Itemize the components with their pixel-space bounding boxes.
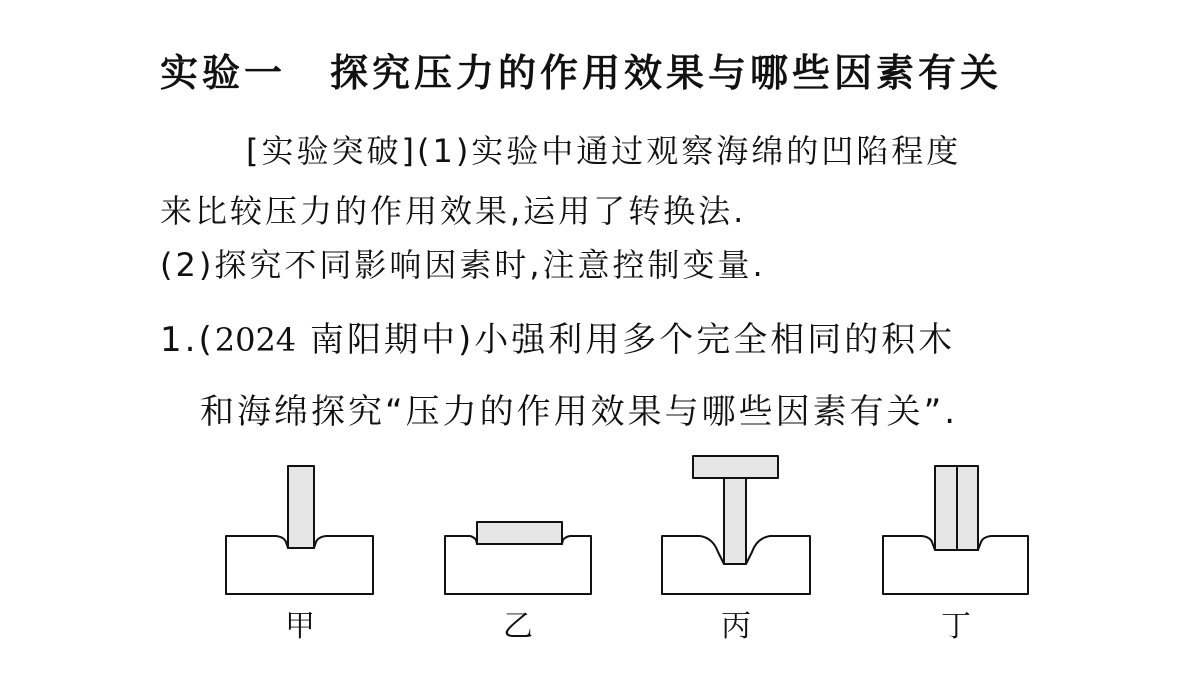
breakthrough-line-2: 来比较压力的作用效果,运用了转换法. — [160, 192, 747, 230]
label-jia: 甲 — [285, 609, 315, 644]
section-title — [160, 42, 1002, 97]
source-open-paren: ( — [198, 320, 215, 360]
label-yi: 乙 — [503, 609, 533, 644]
figure-jia — [226, 466, 373, 594]
source-year: 2024 — [214, 321, 297, 359]
breakthrough-line-1: [实验突破](1)实验中通过观察海绵的凹陷程度 — [246, 132, 962, 170]
label-bing: 丙 — [721, 609, 751, 644]
question-text-1: 小强利用多个完全相同的积木 — [474, 320, 956, 360]
question-line-2: 和海绵探究“压力的作用效果与哪些因素有关”. — [200, 392, 959, 432]
block-ding-right — [957, 466, 978, 550]
block-jia — [288, 466, 314, 548]
breakthrough-line-3: (2)探究不同影响因素时,注意控制变量. — [160, 246, 766, 284]
figure-ding — [883, 466, 1028, 594]
figure-bing — [662, 456, 810, 594]
block-yi — [477, 522, 562, 544]
label-ding: 丁 — [941, 609, 971, 644]
section-title-text: 探究压力的作用效果与哪些因素有关 — [330, 51, 1003, 95]
block-bing-top — [693, 456, 778, 478]
figure-yi — [445, 522, 591, 594]
section-title-number: 实验一 — [160, 51, 287, 95]
question-line-1 — [160, 312, 955, 361]
source-name: 南阳期中) — [296, 320, 475, 360]
block-ding-left — [935, 466, 957, 550]
experiment-figures — [0, 440, 1200, 675]
block-bing-vertical — [724, 478, 746, 564]
question-number: 1. — [160, 320, 199, 360]
